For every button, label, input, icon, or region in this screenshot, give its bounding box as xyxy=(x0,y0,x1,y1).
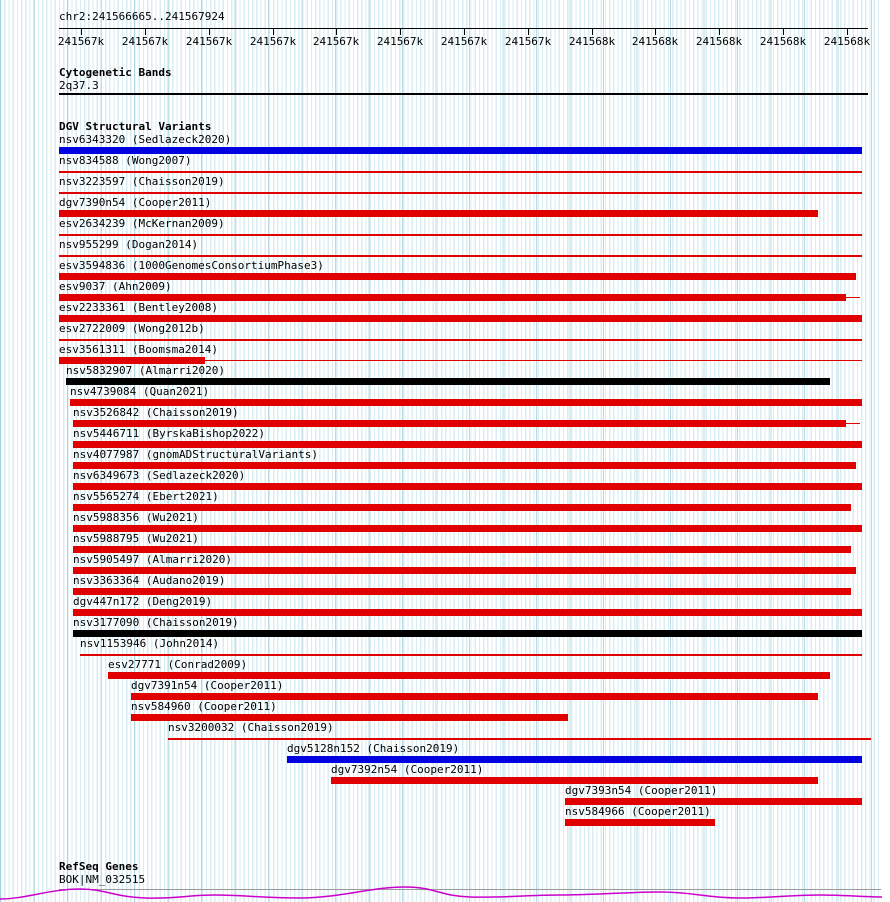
ruler-tick xyxy=(145,28,146,35)
variant-row xyxy=(0,344,882,365)
variant-row xyxy=(0,281,882,302)
variant-bar-red[interactable] xyxy=(59,234,862,236)
region-coordinates: chr2:241566665..241567924 xyxy=(59,10,225,23)
ruler-tick-label: 241568k xyxy=(695,35,743,48)
variant-row xyxy=(0,596,882,617)
variant-label[interactable]: nsv4739084 (Quan2021) xyxy=(70,385,210,398)
ruler-tick xyxy=(336,28,337,35)
ruler-tick-label: 241568k xyxy=(759,35,807,48)
variant-bar-red[interactable] xyxy=(73,441,862,448)
variant-bar-red[interactable] xyxy=(168,738,871,740)
ruler-tick xyxy=(273,28,274,35)
ruler-tick-label: 241567k xyxy=(57,35,105,48)
variant-row xyxy=(0,428,882,449)
ruler-tick-label: 241567k xyxy=(312,35,360,48)
variant-bar-tail xyxy=(846,297,860,298)
variant-row xyxy=(0,491,882,512)
variant-bar-red[interactable] xyxy=(70,399,862,406)
ruler-tick xyxy=(592,28,593,35)
variant-label[interactable]: nsv5988795 (Wu2021) xyxy=(73,532,199,545)
ruler-tick xyxy=(783,28,784,35)
cytoband-glyph[interactable] xyxy=(59,93,868,95)
variant-row xyxy=(0,659,882,680)
variant-bar-red[interactable] xyxy=(59,315,862,322)
variant-bar-red[interactable] xyxy=(565,819,715,826)
ruler-tick-label: 241568k xyxy=(823,35,871,48)
variant-label[interactable]: nsv5832907 (Almarri2020) xyxy=(66,364,225,377)
variant-row xyxy=(0,554,882,575)
gene-label[interactable]: BOK|NM_032515 xyxy=(59,873,146,886)
variant-bar-red[interactable] xyxy=(73,504,851,511)
variant-row xyxy=(0,743,882,764)
gc-content-path xyxy=(0,887,882,899)
track-title-dgv-structural-variants: DGV Structural Variants xyxy=(59,120,212,133)
variant-bar-red[interactable] xyxy=(80,654,862,656)
ruler-tick xyxy=(81,28,82,35)
variant-bar-red[interactable] xyxy=(59,192,862,194)
variant-label[interactable]: dgv447n172 (Deng2019) xyxy=(73,595,213,608)
variant-row xyxy=(0,386,882,407)
variant-label[interactable]: nsv5988356 (Wu2021) xyxy=(73,511,199,524)
ruler-tick xyxy=(209,28,210,35)
variant-row xyxy=(0,365,882,386)
track-title-cytogenetic-bands: Cytogenetic Bands xyxy=(59,66,172,79)
variant-label[interactable]: esv2722009 (Wong2012b) xyxy=(59,322,205,335)
variant-row xyxy=(0,806,882,827)
variant-row xyxy=(0,407,882,428)
variant-label[interactable]: nsv3223597 (Chaisson2019) xyxy=(59,175,225,188)
variant-label[interactable]: dgv5128n152 (Chaisson2019) xyxy=(287,742,460,755)
variant-bar-black[interactable] xyxy=(66,378,830,385)
variant-label[interactable]: esv3561311 (Boomsma2014) xyxy=(59,343,218,356)
variant-bar-red[interactable] xyxy=(131,693,818,700)
variant-label[interactable]: esv3594836 (1000GenomesConsortiumPhase3) xyxy=(59,259,324,272)
variant-label[interactable]: nsv3363364 (Audano2019) xyxy=(73,574,226,587)
variant-label[interactable]: nsv5565274 (Ebert2021) xyxy=(73,490,219,503)
variant-label[interactable]: nsv6349673 (Sedlazeck2020) xyxy=(73,469,246,482)
variant-label[interactable]: nsv5446711 (ByrskaBishop2022) xyxy=(73,427,266,440)
variant-bar-red[interactable] xyxy=(73,462,856,469)
variant-row xyxy=(0,323,882,344)
variant-label[interactable]: nsv5905497 (Almarri2020) xyxy=(73,553,232,566)
variant-label[interactable]: nsv834588 (Wong2007) xyxy=(59,154,192,167)
variant-bar-blue[interactable] xyxy=(59,147,862,154)
ruler-tick xyxy=(655,28,656,35)
variant-row xyxy=(0,764,882,785)
variant-bar-red[interactable] xyxy=(108,672,830,679)
variant-row xyxy=(0,197,882,218)
variant-label[interactable]: nsv1153946 (John2014) xyxy=(80,637,220,650)
variant-bar-black[interactable] xyxy=(73,630,862,637)
variant-bar-red[interactable] xyxy=(331,777,818,784)
cytoband-label[interactable]: 2q37.3 xyxy=(59,79,99,92)
ruler-tick-label: 241568k xyxy=(631,35,679,48)
variant-bar-red[interactable] xyxy=(73,483,862,490)
ruler-tick-label: 241567k xyxy=(376,35,424,48)
variant-label[interactable]: nsv3200032 (Chaisson2019) xyxy=(168,721,334,734)
variant-label[interactable]: esv2634239 (McKernan2009) xyxy=(59,217,225,230)
variant-row xyxy=(0,785,882,806)
variant-label[interactable]: dgv7390n54 (Cooper2011) xyxy=(59,196,212,209)
gc-content-curve xyxy=(0,880,890,902)
ruler-tick-label: 241567k xyxy=(121,35,169,48)
variant-label[interactable]: dgv7391n54 (Cooper2011) xyxy=(131,679,284,692)
variant-row xyxy=(0,617,882,638)
variant-row xyxy=(0,512,882,533)
variant-bar-red[interactable] xyxy=(73,546,851,553)
variant-row xyxy=(0,239,882,260)
variant-bar-red[interactable] xyxy=(73,609,862,616)
variant-label[interactable]: dgv7392n54 (Cooper2011) xyxy=(331,763,484,776)
variant-bar-red[interactable] xyxy=(131,714,568,721)
ruler-tick-label: 241568k xyxy=(568,35,616,48)
variant-row xyxy=(0,722,882,743)
variant-row xyxy=(0,176,882,197)
ruler-tick xyxy=(719,28,720,35)
variant-bar-red[interactable] xyxy=(73,420,846,427)
variant-label[interactable]: nsv6343320 (Sedlazeck2020) xyxy=(59,133,232,146)
variant-label[interactable]: nsv584960 (Cooper2011) xyxy=(131,700,277,713)
variant-label[interactable]: esv27771 (Conrad2009) xyxy=(108,658,248,671)
variant-label[interactable]: nsv3526842 (Chaisson2019) xyxy=(73,406,239,419)
ruler-tick xyxy=(464,28,465,35)
variant-bar-red[interactable] xyxy=(565,798,862,805)
variant-row xyxy=(0,218,882,239)
variant-row xyxy=(0,134,882,155)
variant-row xyxy=(0,449,882,470)
variant-bar-red[interactable] xyxy=(59,294,846,301)
variant-bar-red[interactable] xyxy=(59,273,856,280)
variant-bar-blue[interactable] xyxy=(287,756,862,763)
variant-row xyxy=(0,575,882,596)
ruler-tick-label: 241567k xyxy=(185,35,233,48)
ruler-tick xyxy=(400,28,401,35)
variant-bar-red[interactable] xyxy=(59,255,862,257)
ruler-tick-label: 241567k xyxy=(504,35,552,48)
variant-bar-tail xyxy=(846,423,860,424)
variant-bar-red[interactable] xyxy=(59,357,205,364)
variant-label[interactable]: nsv955299 (Dogan2014) xyxy=(59,238,199,251)
variant-row xyxy=(0,680,882,701)
variant-row xyxy=(0,533,882,554)
variant-label[interactable]: nsv4077987 (gnomADStructuralVariants) xyxy=(73,448,319,461)
ruler-tick xyxy=(847,28,848,35)
variant-bar-red[interactable] xyxy=(73,588,851,595)
variant-row xyxy=(0,701,882,722)
variant-row xyxy=(0,155,882,176)
variant-label[interactable]: nsv3177090 (Chaisson2019) xyxy=(73,616,239,629)
variant-bar-tail xyxy=(205,360,862,361)
variant-label[interactable]: esv2233361 (Bentley2008) xyxy=(59,301,218,314)
variant-bar-red[interactable] xyxy=(73,525,862,532)
ruler-tick-label: 241567k xyxy=(440,35,488,48)
variant-bar-red[interactable] xyxy=(59,339,862,341)
track-title-refseq-genes: RefSeq Genes xyxy=(59,860,139,873)
variant-bar-red[interactable] xyxy=(73,567,856,574)
ruler-tick-label: 241567k xyxy=(249,35,297,48)
variant-row xyxy=(0,302,882,323)
variant-row xyxy=(0,470,882,491)
variant-label[interactable]: nsv584966 (Cooper2011) xyxy=(565,805,711,818)
variant-label[interactable]: dgv7393n54 (Cooper2011) xyxy=(565,784,718,797)
variant-bar-red[interactable] xyxy=(59,210,818,217)
variant-row xyxy=(0,638,882,659)
ruler-tick xyxy=(528,28,529,35)
variant-label[interactable]: esv9037 (Ahn2009) xyxy=(59,280,172,293)
variant-bar-red[interactable] xyxy=(59,171,862,173)
variant-row xyxy=(0,260,882,281)
